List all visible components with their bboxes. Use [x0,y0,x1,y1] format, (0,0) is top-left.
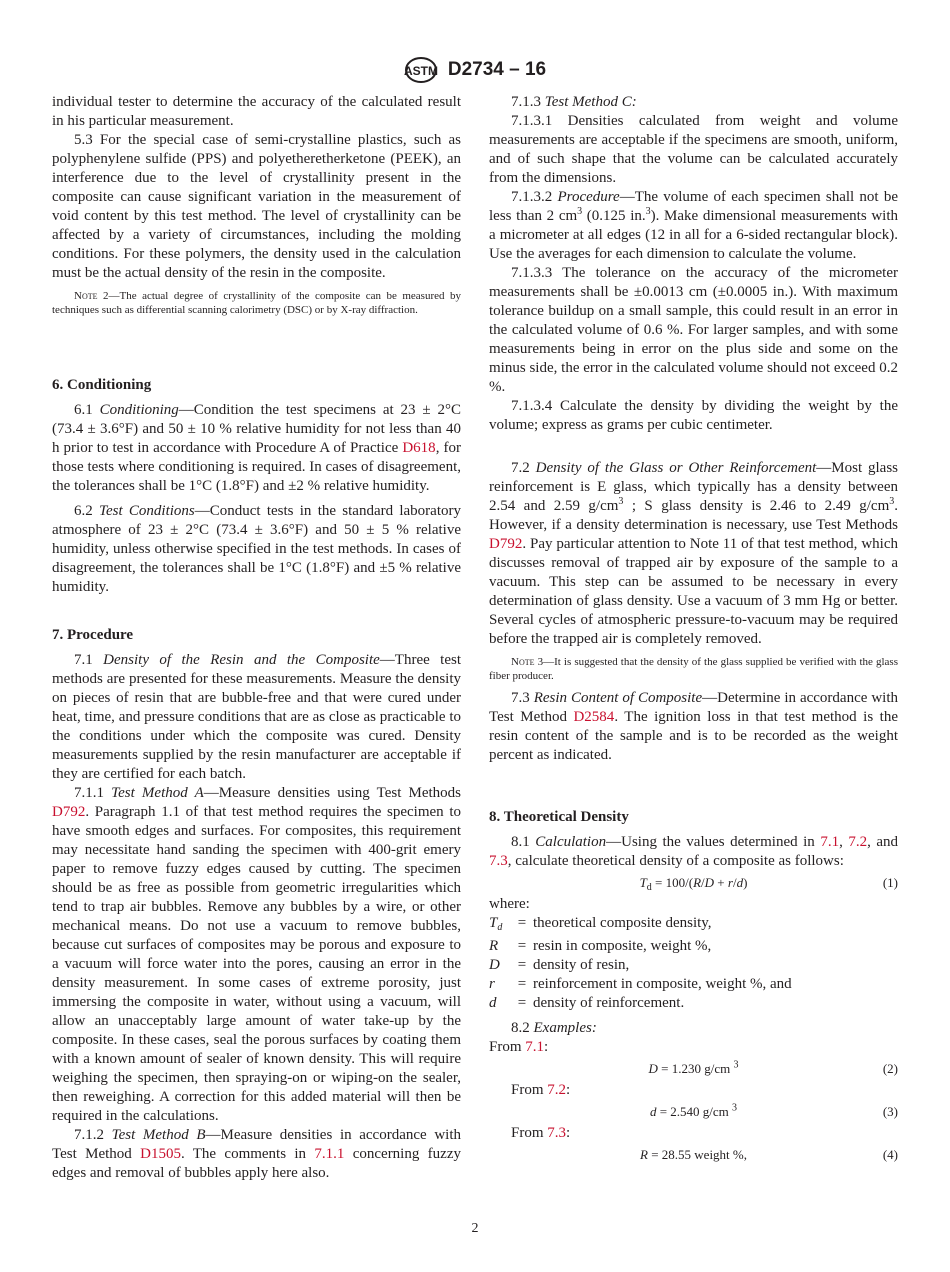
equals-sign: = [517,995,527,1011]
section-6-conditioning [52,376,461,597]
symbol: R [489,938,499,954]
text: 2—The actual degree of crystallinity of the composite can be measured by techniques such as differential scanning calorimetry (DSC) or by X-ray diffraction. [52,290,461,316]
astm-logo-icon [404,56,438,84]
text: 7.2 [511,460,536,476]
text: ; S glass density is 2.46 to 2.49 g/cm [623,498,890,514]
text: —The volume of each specimen shall not be less than 2 cm [489,189,898,224]
italic-text: D [648,1061,658,1076]
text: 7.1.3.2 [511,189,558,205]
equation-body [489,1057,898,1081]
equation-body [489,871,898,900]
section-8-theoretical-density [489,808,898,1167]
text: 8.2 [511,1020,534,1036]
text: 7. Procedure [52,627,134,643]
superscript: 3 [645,206,651,217]
text: (0.125 in. [582,208,646,224]
text: ). Make dimensional measurements with a micrometer at all edges (12 in all for a 6-sided rectangular block). Use the averages for each dimension to calculate the volume. [489,208,898,262]
text: , and [867,834,898,850]
note-label: Note [74,290,98,302]
variable-symbol [489,994,511,1013]
paragraph [489,1124,898,1143]
equation-number: (2) [882,1061,898,1076]
paragraph [52,131,461,283]
italic-text: Test Method A [111,785,204,801]
equation-number: (1) [882,875,898,890]
equation [489,1100,898,1124]
symbol: r [489,976,495,992]
italic-text: Test Conditions [99,503,195,519]
text: ) [743,875,748,890]
superscript: 3 [733,1059,739,1071]
equation [489,1143,898,1167]
text: —Determine in accordance with Test Method [489,690,898,725]
italic-text: d [649,1104,657,1119]
superscript: 3 [577,206,583,217]
equals-sign: = [517,915,527,931]
text: , calculate theoretical density of a composite as follows: [507,853,844,869]
section-7-procedure [52,626,461,1183]
cross-reference-link[interactable]: 7.2 [547,1082,567,1098]
section-heading [52,626,461,645]
subscript: d [497,922,503,933]
equation-body [489,1143,898,1167]
paragraph [489,459,898,649]
italic-text: r [727,875,733,890]
symbol: D [489,957,500,973]
text: , for those tests where conditioning is required. In cases of disagreement, the tolerances shall be 1°C (1.8°F) and ±2 % relative humidity. [52,440,461,494]
paragraph [489,1038,898,1057]
italic-text: T [639,875,647,890]
text: 7.1.3.4 Calculate the density by dividing the weight by the volume; express as grams per cubic centimeter. [489,398,898,433]
cross-reference-link[interactable]: 7.3 [547,1125,567,1141]
variable-definition: density of reinforcement. [533,995,685,1011]
note [489,655,898,683]
paragraph [489,264,898,397]
cross-reference-link[interactable]: D618 [402,440,436,456]
definition-row [489,956,898,975]
text: 7.1.3 [511,94,545,110]
equals-sign: = [517,976,527,992]
definition-row [489,914,898,937]
text: 7.1.1 [74,785,112,801]
text: . Pay particular attention to Note 11 of that test method, which discusses removal of trapped air by exposure of the sample to a vacuum. This step can be assumed to be necessary in every determination of glass density. Use a vacuum of 3 mm Hg or better. Several cycles of atmospheric pressure-to-vacuum may be required before the trapped air is completely removed. [489,536,898,647]
italic-text: Density of the Glass or Other Reinforcement [535,460,817,476]
equation-number: (4) [882,1147,898,1162]
paragraph [52,784,461,1126]
paragraph [52,401,461,496]
equals-sign: = [517,957,527,973]
text: : [544,1039,549,1055]
cross-reference-link[interactable]: 7.1 [525,1039,545,1055]
definition-row [489,937,898,956]
italic-text: Conditioning [99,402,179,418]
text: . However, if a density determination is necessary, use Test Methods [489,498,898,533]
text: = 1.230 g/cm [657,1061,734,1076]
paragraph [489,188,898,264]
italic-text: Density of the Resin and the Composite [103,652,380,668]
text: = 2.540 g/cm [656,1104,733,1119]
paragraph [52,651,461,784]
variable-definitions [489,914,898,1013]
definition-row [489,994,898,1013]
variable-symbol [489,956,511,975]
text: 8. Theoretical Density [489,809,629,825]
cross-reference-link[interactable]: 7.1 [820,834,840,850]
paragraph [52,502,461,597]
superscript: 3 [889,496,895,507]
text: individual tester to determine the accuracy of the calculated result in his particular measurement. [52,94,461,129]
symbol: T [489,915,498,931]
paragraph [489,397,898,435]
text: —Measure densities in accordance with Test Method [52,1127,461,1162]
text: —Three test methods are presented for these measurements. Measure the density on pieces of resin that are bubble-free and that were cured under heat, time, and pressure conditions that are as close as practicable to the conditions under which the composite was cured. Density measurements supplied by the resin manufacturer are acceptable if they are certified for each batch. [52,652,461,782]
equals-sign: = [517,938,527,954]
subscript: d [646,882,652,893]
text: 7.3 [511,690,534,706]
text: 6.2 [74,503,100,519]
italic-text: D [704,875,715,890]
variable-symbol [489,975,511,994]
cross-reference-link[interactable]: 7.1.1 [314,1146,345,1162]
italic-text: R [693,875,702,890]
text: —Most glass reinforcement is E glass, which typically has a density between 2.54 and 2.59 g/cm [489,460,899,514]
italic-text: R [640,1147,648,1162]
definition-row [489,975,898,994]
equation [489,871,898,895]
text: . Paragraph 1.1 of that test method requires the specimen to have smooth edges and surfaces. For composites, this requirement may necessitate hand sanding the specimen with 400-grit emery paper to remove fuzzy edges caused by cutting. The specimen should be as free as possible from geometric irregularities which tend to trap air bubbles. Remove any bubbles by a wire, or other mechanical means. Do not use a vacuum to remove bubbles, because cut surfaces of composites may be porous and exposure to a vacuum will force water into the pores, causing an error in the density measurement. In some cases of extreme porosity, just immersing the composite in water, without using a vacuum, will allow an unacceptably large amount of water take-up by the composite. In these cases, seal the porous surfaces by coating them with a known amount of sealer of known density. This will require weighing the specimen, then spraying-on or wiping-on the sealer, then reweighing. A correction for this added material will then be required in the calculations. [52,804,461,1124]
superscript: 3 [732,1102,738,1114]
text: From [511,1125,548,1141]
section-heading [489,808,898,827]
paragraph [489,112,898,188]
variable-symbol [489,937,511,956]
equation-body [489,1100,898,1124]
italic-text: d [736,875,744,890]
text: . The comments in [180,1146,315,1162]
symbol: d [489,995,497,1011]
italic-text: Resin Content of Composite [533,690,703,706]
text: / [732,875,737,890]
cross-reference-link[interactable]: D1505 [140,1146,181,1162]
text: 7.1.3.1 Densities calculated from weight and volume measurements are acceptable if the specimens are smooth, uniform, and of such shape that the volume can be calculated accurately from the dimensions. [489,113,898,186]
text: = 28.55 weight %, [647,1147,747,1162]
text: 7.1.2 [74,1127,112,1143]
variable-definition: resin in composite, weight %, [533,938,712,954]
italic-text: Procedure [557,189,620,205]
text: 6.1 [74,402,100,418]
text: —Using the values determined in [606,834,821,850]
text: 5.3 For the special case of semi-crystalline plastics, such as polyphenylene sulfide (PPS) and polyetheretherketone (PEEK), an interference due to the level of crystallinity present in the composite can cause significant variation in the measurement of void content by this test method. The level of crystallinity can be affected by a variety of circumstances, including the molding conditions. For these polymers, the density used in the calculation must be the actual density of the resin in the composite. [52,132,461,281]
svg-text:ASTM: ASTM [403,64,438,78]
paragraph [489,93,898,112]
italic-text: Test Method B [111,1127,206,1143]
text: 8.1 [511,834,536,850]
text: : [566,1125,571,1141]
section-7-2-7-3 [489,459,898,765]
paragraph [52,93,461,131]
page-header [0,56,950,84]
cross-reference-link[interactable]: 7.2 [848,834,868,850]
text: From [511,1082,548,1098]
italic-text: Calculation [535,834,607,850]
note [52,289,461,317]
equation [489,1057,898,1081]
text: , [839,834,849,850]
cross-reference-link[interactable]: D792 [489,536,523,552]
variable-definition: density of resin, [533,957,630,973]
left-column-intro [52,93,461,323]
cross-reference-link[interactable]: 7.3 [489,853,508,869]
text: —Conduct tests in the standard laboratory atmosphere of 23 ± 2°C (73.4 ± 3.6°F) and 50 ± 5 % relative humidity, unless otherwise specified in the test methods. In cases of disagreement, the tolerances shall be 1°C (1.8°F) and ±5 % relative humidity. [52,503,461,595]
italic-text: Test Method C: [544,94,637,110]
document-designation: D2734 – 16 [447,59,547,80]
text: = 100/( [651,875,694,890]
text: 3—It is suggested that the density of the glass supplied be verified with the glass fiber producer. [489,656,898,682]
paragraph [52,1126,461,1183]
text: —Condition the test specimens at 23 ± 2°C (73.4 ± 3.6°F) and 50 ± 10 % relative humidity for not less than 40 h prior to test in accordance with Procedure A of Practice [52,402,461,456]
paragraph [489,1019,898,1038]
text: 7.1.3.3 The tolerance on the accuracy of the micrometer measurements shall be ±0.0013 cm (±0.0005 in.). With maximum tolerance buildup on a small sample, this could result in an error in the calculated volume of 0.6 %. For larger samples, and with some measurements being in error on the plus side and some on the minus side, the error in the calculated volume should not exceed 0.2 %. [489,265,898,395]
section-7-1-3-test-method-c [489,93,898,435]
equation-number: (3) [882,1104,898,1119]
text: where: [489,896,530,912]
text: —Measure densities using Test Methods [203,785,462,801]
text: . The ignition loss in that test method is the resin content of the sample and is to be recorded as the weight percent as indicated. [489,709,899,763]
paragraph [489,833,898,871]
text: 6. Conditioning [52,377,152,393]
text: : [566,1082,571,1098]
page-number: 2 [471,1221,479,1236]
cross-reference-link[interactable]: D792 [52,804,86,820]
variable-symbol [489,914,511,937]
text: / [701,875,705,890]
paragraph [489,1081,898,1100]
variable-definition: theoretical composite density, [533,915,712,931]
variable-definition: reinforcement in composite, weight %, and [533,976,792,992]
note-label: Note [511,656,535,668]
section-heading [52,376,461,395]
text: + [714,875,728,890]
text: 7.1 [74,652,104,668]
cross-reference-link[interactable]: D2584 [573,709,615,725]
text: From [489,1039,526,1055]
text: concerning fuzzy edges and removal of bubbles apply here also. [52,1146,461,1181]
italic-text: Examples: [533,1020,597,1036]
superscript: 3 [618,496,624,507]
paragraph [489,689,898,765]
